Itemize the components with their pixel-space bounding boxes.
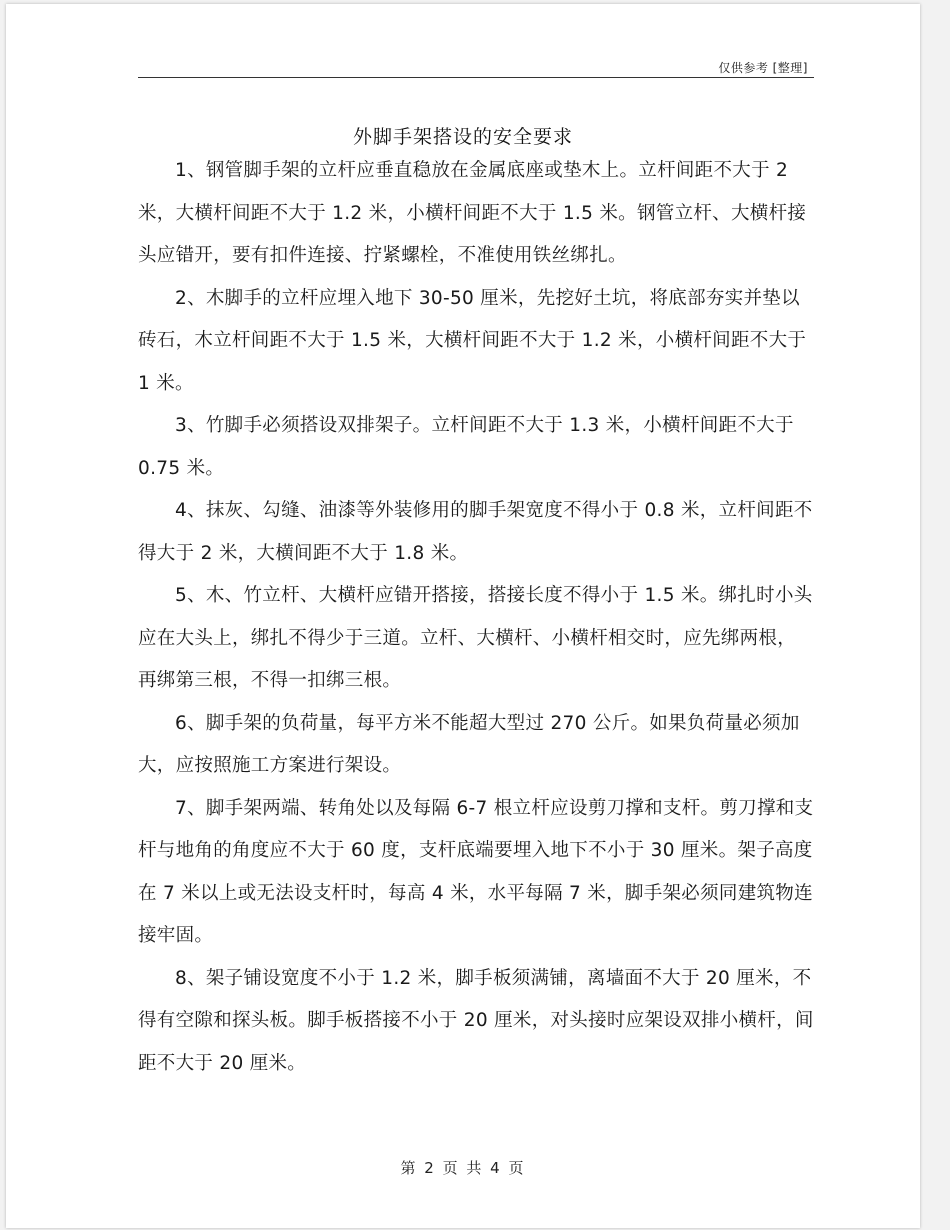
document-body (138, 150, 814, 1085)
paragraph-2: 2、木脚手的立杆应埋入地下 30-50 厘米，先挖好土坑，将底部夯实并垫以砖石，木立杆间距不大于 1.5 米，大横杆间距不大于 1.2 米，小横杆间距不大于 1 米。 (138, 287, 807, 394)
paragraph-5: 5、木、竹立杆、大横杆应错开搭接，搭接长度不得小于 1.5 米。绑扎时小头应在大头上，绑扎不得少于三道。立杆、大横杆、小横杆相交时，应先绑两根，再绑第三根，不得一扣绑三根。 (138, 585, 813, 691)
paragraph-7: 7、脚手架两端、转角处以及每隔 6-7 根立杆应设剪刀撑和支杆。剪刀撑和支杆与地角的角度应不大于 60 度，支杆底端要埋入地下不小于 30 厘米。架子高度在 7 米以上或无法设支杆时，每高 4 米，水平每隔 7 米，脚手架必须同建筑物连接牢固。 (138, 797, 814, 946)
paragraph-6: 6、脚手架的负荷量，每平方米不能超大型过 270 公斤。如果负荷量必须加大，应按照施工方案进行架设。 (138, 712, 800, 776)
document-page (6, 4, 920, 1228)
paragraph-4: 4、抹灰、勾缝、油漆等外装修用的脚手架宽度不得小于 0.8 米，立杆间距不得大于 2 米，大横间距不大于 1.8 米。 (138, 500, 813, 564)
document-title: 外脚手架搭设的安全要求 (352, 126, 573, 148)
paragraph-8: 8、架子铺设宽度不小于 1.2 米，脚手板须满铺，离墙面不大于 20 厘米，不得有空隙和探头板。脚手板搭接不小于 20 厘米，对头接时应架设双排小横杆，间距不大于 20 厘米。 (138, 967, 814, 1074)
paragraph-3: 3、竹脚手必须搭设双排架子。立杆间距不大于 1.3 米，小横杆间距不大于 0.75 米。 (138, 415, 794, 479)
paragraph-1: 1、钢管脚手架的立杆应垂直稳放在金属底座或垫木上。立杆间距不大于 2 米，大横杆间距不大于 1.2 米，小横杆间距不大于 1.5 米。钢管立杆、大横杆接头应错开，要有扣件连接、拧紧螺栓，不准使用铁丝绑扎。 (138, 160, 807, 266)
header-divider (138, 77, 814, 78)
page-number: 第 2 页 共 4 页 (400, 1159, 526, 1177)
header-note: 仅供参考 [整理] (718, 61, 808, 75)
